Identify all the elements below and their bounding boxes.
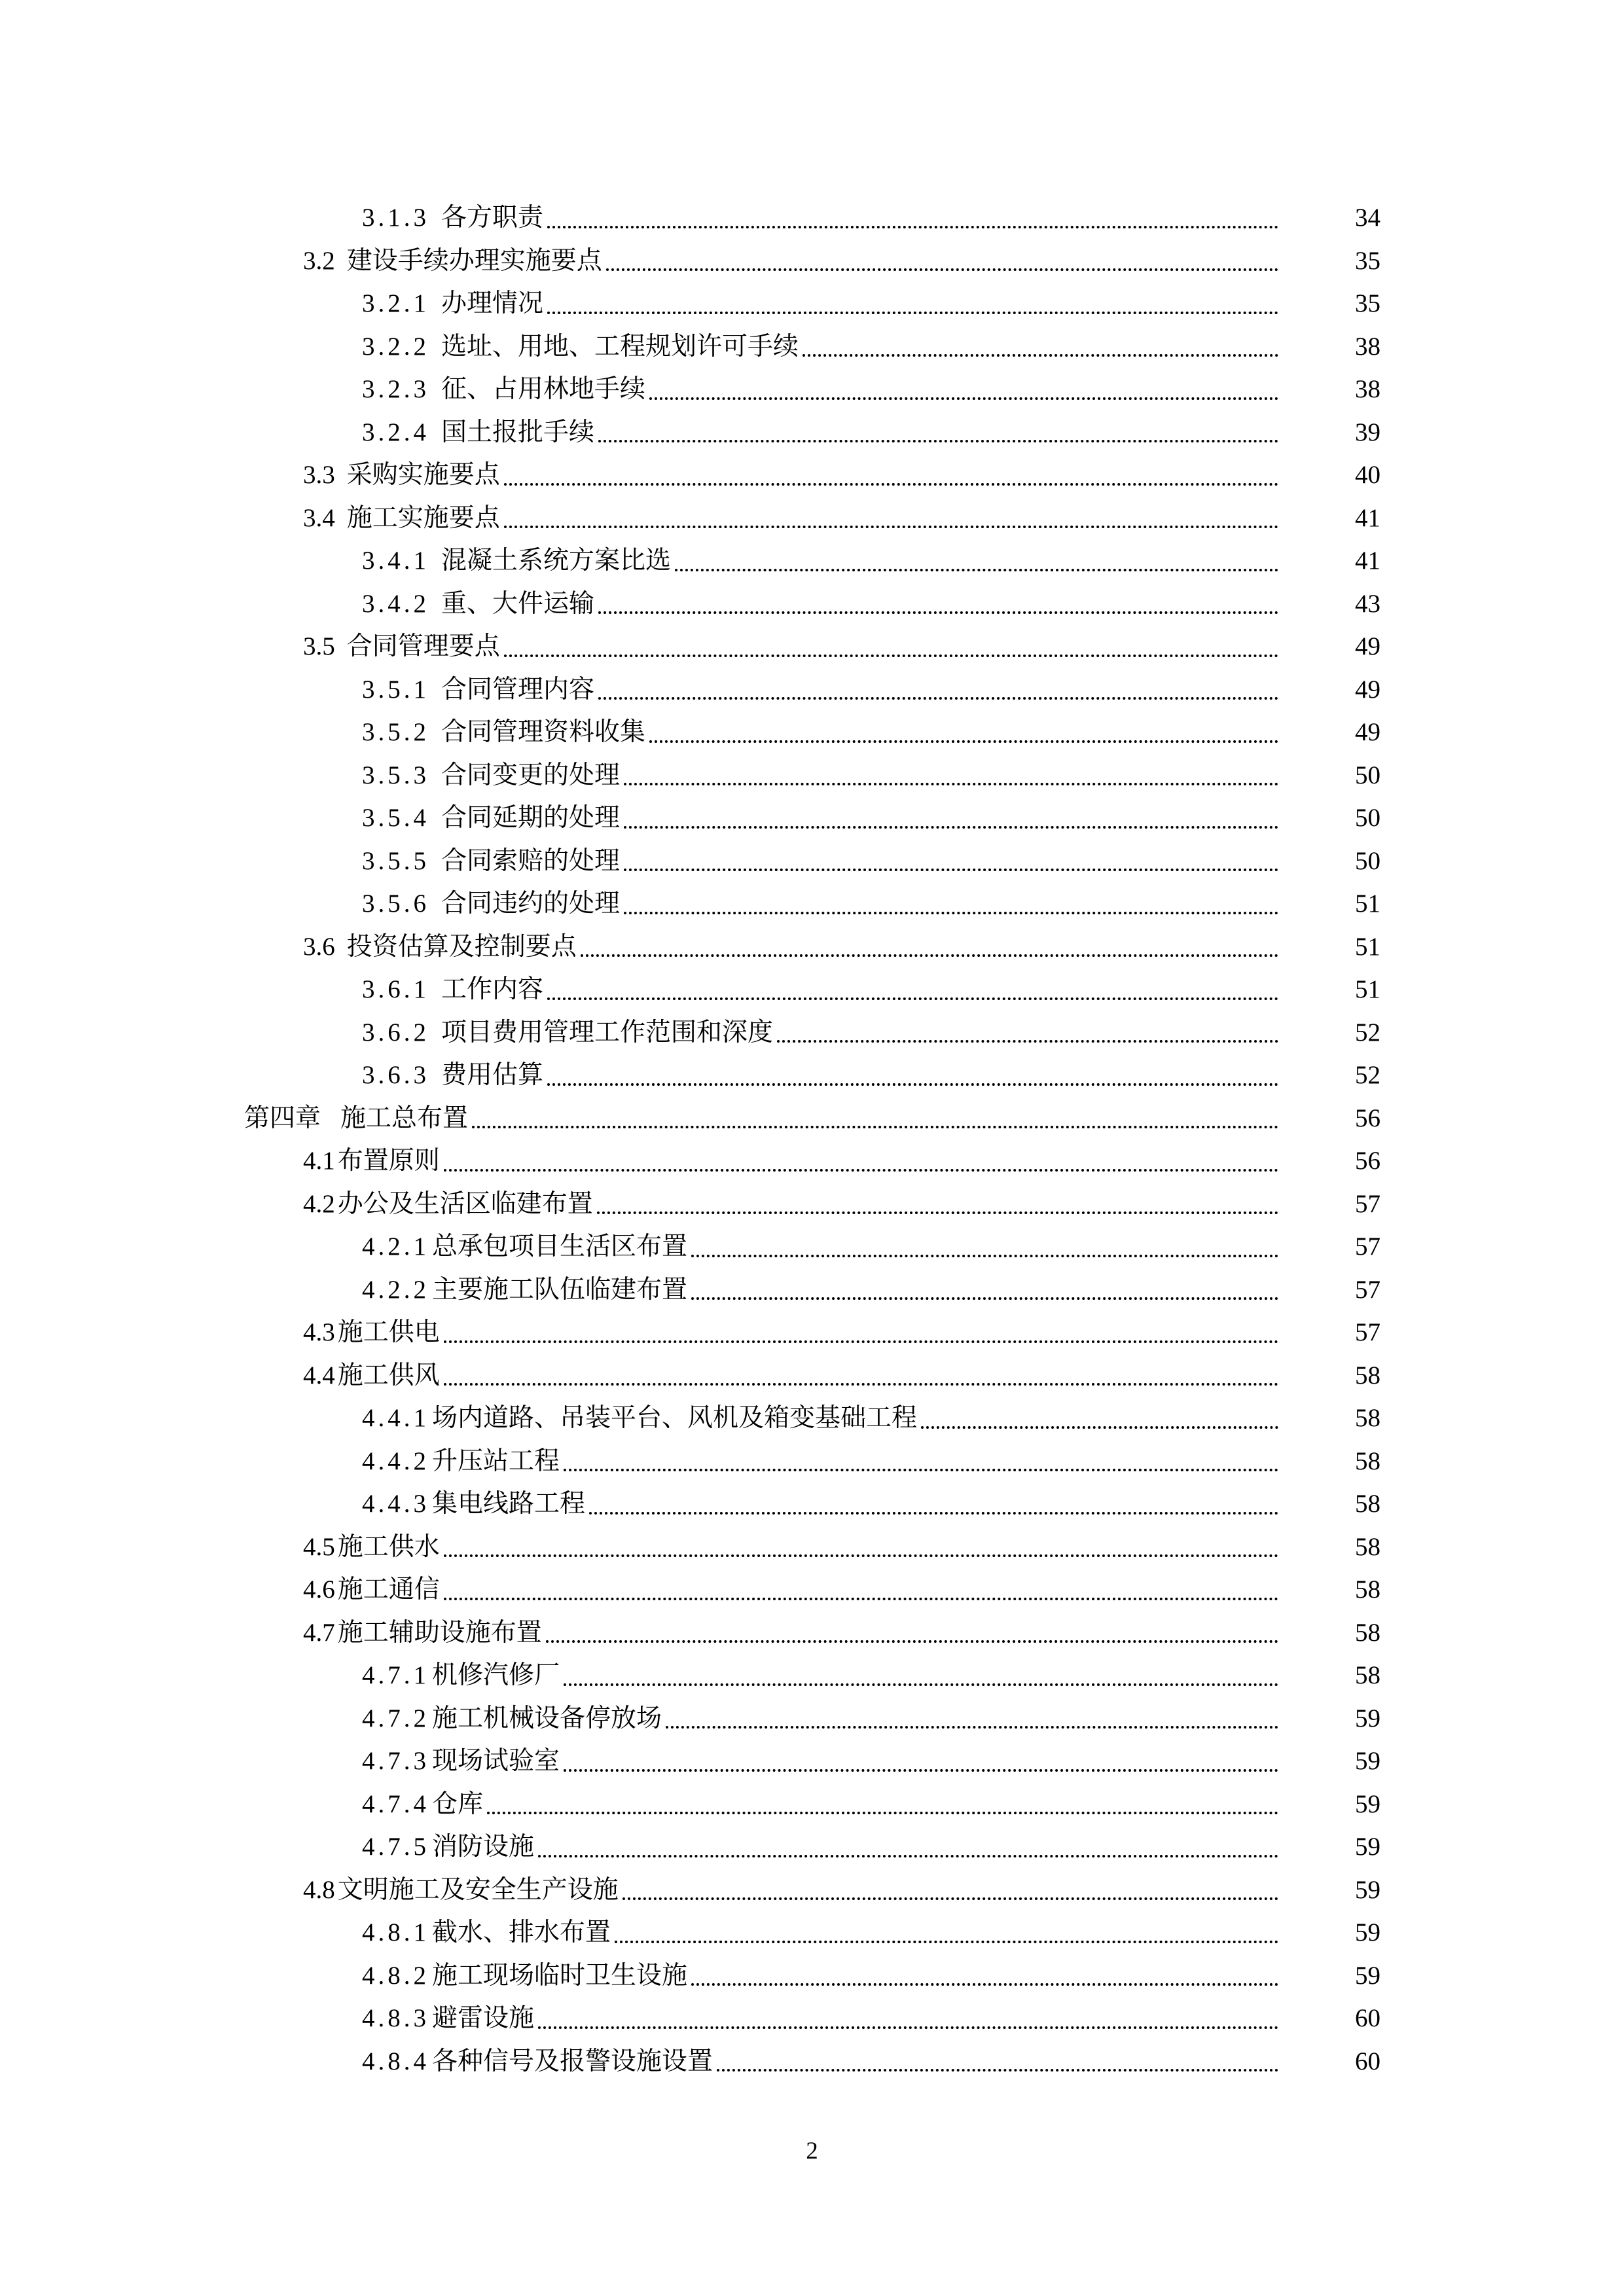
toc-entry-number: 3.2.4 [362, 418, 429, 446]
toc-entry-number: 3.3 [303, 461, 335, 490]
dot-leader [691, 1297, 1278, 1300]
toc-entry-title: 合同变更的处理 [441, 761, 621, 789]
toc-entry-number: 第四章 [244, 1103, 321, 1132]
toc-entry[interactable] [0, 1526, 1624, 1569]
toc-entry-title: 仓库 [432, 1789, 484, 1818]
toc-entry-page: 40 [1355, 461, 1380, 490]
toc-entry[interactable] [0, 1225, 1624, 1268]
toc-entry-page: 58 [1355, 1446, 1380, 1475]
toc-entry[interactable] [0, 497, 1624, 540]
toc-entry-number: 4.2.2 [362, 1275, 429, 1304]
toc-entry-page: 49 [1355, 718, 1380, 747]
dot-leader [444, 1597, 1278, 1600]
toc-entry-number: 4.4.2 [362, 1446, 429, 1475]
dot-leader [444, 1382, 1278, 1386]
toc-entry[interactable] [0, 368, 1624, 411]
toc-entry-title: 施工供水 [337, 1532, 440, 1561]
dot-leader [547, 1083, 1278, 1086]
toc-entry-page: 57 [1355, 1318, 1380, 1347]
toc-entry-title: 施工实施要点 [346, 503, 500, 532]
toc-entry-title: 选址、用地、工程规划许可手续 [441, 332, 799, 361]
toc-entry[interactable] [0, 668, 1624, 711]
toc-entry-title: 施工供风 [337, 1361, 440, 1390]
toc-entry-page: 51 [1355, 975, 1380, 1004]
dot-leader [624, 782, 1278, 785]
toc-entry-page: 60 [1355, 2047, 1380, 2075]
toc-entry[interactable] [0, 1054, 1624, 1097]
toc-entry-number: 4.2 [303, 1189, 335, 1218]
toc-entry-title: 场内道路、吊装平台、风机及箱变基础工程 [432, 1404, 918, 1433]
dot-leader [589, 1511, 1278, 1515]
toc-entry-page: 35 [1355, 289, 1380, 318]
toc-entry[interactable] [0, 1011, 1624, 1054]
toc-entry-page: 58 [1355, 1361, 1380, 1390]
toc-entry[interactable] [0, 1568, 1624, 1611]
dot-leader [581, 954, 1278, 957]
toc-entry[interactable] [0, 925, 1624, 969]
dot-leader [504, 654, 1278, 657]
toc-entry-page: 56 [1355, 1147, 1380, 1175]
toc-entry-page: 38 [1355, 375, 1380, 404]
toc-entry[interactable] [0, 1869, 1624, 1912]
toc-entry-number: 3.2 [303, 246, 335, 275]
toc-entry-number: 3.5.4 [362, 804, 429, 833]
toc-entry-number: 3.6.1 [362, 975, 429, 1004]
toc-entry-title: 施工机械设备停放场 [432, 1704, 662, 1732]
toc-entry-number: 3.6 [303, 932, 335, 961]
toc-entry-title: 国土报批手续 [441, 418, 595, 446]
dot-leader [564, 1683, 1278, 1686]
toc-entry-number: 4.1 [303, 1147, 335, 1175]
toc-entry[interactable] [0, 539, 1624, 583]
toc-entry-number: 3.5.1 [362, 675, 429, 704]
dot-leader [649, 397, 1278, 400]
toc-entry[interactable] [0, 625, 1624, 668]
toc-entry-title: 投资估算及控制要点 [346, 932, 577, 961]
toc-entry-page: 58 [1355, 1404, 1380, 1433]
dot-leader [623, 1897, 1278, 1900]
toc-entry[interactable] [0, 1440, 1624, 1483]
toc-entry-number: 3.5 [303, 632, 335, 661]
toc-entry-number: 3.4.2 [362, 589, 429, 618]
toc-entry-title: 工作内容 [441, 975, 544, 1004]
dot-leader [717, 2068, 1278, 2072]
toc-entry-page: 58 [1355, 1575, 1380, 1604]
page-number: 2 [806, 2138, 818, 2164]
dot-leader [547, 997, 1278, 1000]
toc-entry-number: 3.1.3 [362, 204, 429, 232]
toc-entry-title: 避雷设施 [432, 2004, 535, 2033]
toc-entry-title: 重、大件运输 [441, 589, 595, 618]
dot-leader [504, 525, 1278, 528]
toc-entry[interactable] [0, 882, 1624, 925]
toc-entry-page: 57 [1355, 1189, 1380, 1218]
toc-entry-number: 3.5.2 [362, 718, 429, 747]
toc-entry[interactable] [0, 711, 1624, 754]
toc-entry[interactable] [0, 282, 1624, 325]
dot-leader [597, 1211, 1278, 1214]
toc-entry[interactable] [0, 754, 1624, 797]
toc-entry-title: 合同违约的处理 [441, 889, 621, 918]
dot-leader [666, 1725, 1278, 1729]
toc-entry-title: 办公及生活区临建布置 [337, 1189, 593, 1218]
toc-entry-page: 35 [1355, 246, 1380, 275]
toc-entry-page: 52 [1355, 1061, 1380, 1090]
toc-entry-page: 49 [1355, 675, 1380, 704]
toc-entry[interactable] [0, 1482, 1624, 1526]
toc-entry[interactable] [0, 1740, 1624, 1783]
toc-entry-number: 3.4.1 [362, 547, 429, 575]
toc-entry-page: 50 [1355, 761, 1380, 789]
toc-entry-title: 消防设施 [432, 1833, 535, 1861]
toc-entry-number: 4.7 [303, 1618, 335, 1647]
toc-entry[interactable] [0, 968, 1624, 1011]
toc-entry-page: 58 [1355, 1490, 1380, 1518]
toc-entry-page: 59 [1355, 1833, 1380, 1861]
toc-entry[interactable] [0, 1997, 1624, 2040]
dot-leader [598, 696, 1278, 700]
dot-leader [444, 1340, 1278, 1343]
toc-entry-number: 3.4 [303, 503, 335, 532]
dot-leader [538, 1854, 1278, 1857]
toc-entry-number: 4.4 [303, 1361, 335, 1390]
toc-entry[interactable] [0, 454, 1624, 497]
toc-entry-page: 52 [1355, 1018, 1380, 1047]
toc-entry-title: 办理情况 [441, 289, 544, 318]
toc-entry-title: 施工供电 [337, 1318, 440, 1347]
toc-entry-number: 4.2.1 [362, 1232, 429, 1261]
dot-leader [598, 439, 1278, 442]
toc-entry-page: 59 [1355, 1747, 1380, 1776]
toc-entry[interactable] [0, 1911, 1624, 1954]
toc-entry-number: 4.8.4 [362, 2047, 429, 2075]
toc-entry-title: 施工现场临时卫生设施 [432, 1961, 688, 1990]
toc-entry-title: 合同管理内容 [441, 675, 595, 704]
toc-entry-number: 4.4.1 [362, 1404, 429, 1433]
toc-entry[interactable] [0, 240, 1624, 283]
toc-entry-page: 57 [1355, 1232, 1380, 1261]
toc-entry[interactable] [0, 1268, 1624, 1312]
toc-entry[interactable] [0, 1697, 1624, 1740]
toc-entry-title: 升压站工程 [432, 1446, 560, 1475]
toc-entry[interactable] [0, 411, 1624, 454]
toc-entry-page: 38 [1355, 332, 1380, 361]
toc-entry-page: 49 [1355, 632, 1380, 661]
toc-entry[interactable] [0, 1954, 1624, 1998]
toc-entry-page: 60 [1355, 2004, 1380, 2033]
toc-entry-title: 项目费用管理工作范围和深度 [441, 1018, 774, 1047]
toc-entry-number: 3.2.1 [362, 289, 429, 318]
toc-entry-number: 3.5.5 [362, 846, 429, 875]
toc-entry[interactable] [0, 196, 1624, 240]
dot-leader [921, 1426, 1278, 1429]
dot-leader [444, 1168, 1278, 1172]
toc-entry-number: 4.3 [303, 1318, 335, 1347]
toc-entry-page: 57 [1355, 1275, 1380, 1304]
toc-entry-number: 3.5.3 [362, 761, 429, 789]
dot-leader [472, 1125, 1278, 1128]
dot-leader [538, 2026, 1278, 2029]
toc-entry-number: 4.7.3 [362, 1747, 429, 1776]
toc-entry-title: 合同索赔的处理 [441, 846, 621, 875]
dot-leader [547, 225, 1278, 228]
toc-entry[interactable] [0, 1825, 1624, 1869]
toc-entry-page: 59 [1355, 1704, 1380, 1732]
dot-leader [444, 1554, 1278, 1557]
toc-entry-page: 59 [1355, 1875, 1380, 1904]
toc-entry-number: 4.7.5 [362, 1833, 429, 1861]
toc-entry-number: 3.5.6 [362, 889, 429, 918]
toc-entry[interactable] [0, 1654, 1624, 1697]
dot-leader [675, 568, 1278, 571]
dot-leader [624, 868, 1278, 871]
dot-leader [624, 825, 1278, 829]
dot-leader [691, 1254, 1278, 1257]
toc-entry-title: 各种信号及报警设施设置 [432, 2047, 713, 2075]
toc-entry-title: 现场试验室 [432, 1747, 560, 1776]
toc-entry-number: 4.7.1 [362, 1661, 429, 1690]
dot-leader [615, 1940, 1278, 1943]
toc-entry-number: 4.7.4 [362, 1789, 429, 1818]
toc-entry-page: 51 [1355, 932, 1380, 961]
toc-entry-page: 50 [1355, 804, 1380, 833]
dot-leader [691, 1982, 1278, 1986]
dot-leader [606, 268, 1278, 271]
toc-entry-number: 4.8 [303, 1875, 335, 1904]
toc-entry[interactable] [0, 325, 1624, 368]
toc-entry-page: 43 [1355, 589, 1380, 618]
toc-entry-title: 截水、排水布置 [432, 1918, 611, 1947]
dot-leader [624, 911, 1278, 914]
toc-entry-number: 4.8.2 [362, 1961, 429, 1990]
toc-entry-number: 4.8.1 [362, 1918, 429, 1947]
toc-entry-title: 建设手续办理实施要点 [346, 246, 602, 275]
toc-entry[interactable] [0, 1611, 1624, 1655]
toc-entry[interactable] [0, 1783, 1624, 1826]
toc-entry-title: 施工通信 [337, 1575, 440, 1604]
toc-entry-title: 施工辅助设施布置 [337, 1618, 542, 1647]
toc-entry-number: 4.8.3 [362, 2004, 429, 2033]
table-of-contents [0, 196, 1624, 2083]
dot-leader [564, 1768, 1278, 1772]
toc-entry[interactable] [0, 1354, 1624, 1397]
toc-entry-title: 施工总布置 [340, 1103, 469, 1132]
toc-entry[interactable] [0, 840, 1624, 883]
toc-entry-number: 4.5 [303, 1532, 335, 1561]
toc-entry-page: 41 [1355, 503, 1380, 532]
dot-leader [547, 311, 1278, 314]
toc-entry-page: 39 [1355, 418, 1380, 446]
dot-leader [777, 1039, 1278, 1043]
toc-entry-page: 58 [1355, 1532, 1380, 1561]
dot-leader [487, 1811, 1278, 1814]
toc-entry-number: 4.7.2 [362, 1704, 429, 1732]
toc-entry-title: 合同管理资料收集 [441, 718, 646, 747]
toc-entry-title: 合同延期的处理 [441, 804, 621, 833]
toc-entry-page: 56 [1355, 1103, 1380, 1132]
toc-entry-title: 费用估算 [441, 1061, 544, 1090]
toc-entry-number: 3.6.3 [362, 1061, 429, 1090]
toc-entry-page: 51 [1355, 889, 1380, 918]
toc-entry-title: 征、占用林地手续 [441, 375, 646, 404]
toc-entry-title: 集电线路工程 [432, 1490, 586, 1518]
toc-entry[interactable] [0, 1097, 1624, 1140]
toc-entry-title: 主要施工队伍临建布置 [432, 1275, 688, 1304]
toc-entry-page: 58 [1355, 1661, 1380, 1690]
toc-entry-page: 41 [1355, 547, 1380, 575]
toc-entry[interactable] [0, 1397, 1624, 1440]
toc-entry[interactable] [0, 2040, 1624, 2083]
dot-leader [803, 353, 1278, 357]
toc-entry-number: 4.4.3 [362, 1490, 429, 1518]
toc-entry[interactable] [0, 1311, 1624, 1354]
toc-entry[interactable] [0, 797, 1624, 840]
toc-entry-number: 4.6 [303, 1575, 335, 1604]
toc-entry-number: 3.6.2 [362, 1018, 429, 1047]
toc-entry-number: 3.2.2 [362, 332, 429, 361]
toc-entry-title: 各方职责 [441, 204, 544, 232]
toc-entry-title: 布置原则 [337, 1147, 440, 1175]
dot-leader [649, 740, 1278, 743]
toc-entry-page: 59 [1355, 1918, 1380, 1947]
toc-entry-title: 采购实施要点 [346, 461, 500, 490]
toc-entry-page: 58 [1355, 1618, 1380, 1647]
dot-leader [546, 1640, 1278, 1643]
toc-entry[interactable] [0, 1183, 1624, 1226]
toc-entry-title: 混凝土系统方案比选 [441, 547, 672, 575]
toc-entry[interactable] [0, 583, 1624, 626]
dot-leader [504, 482, 1278, 486]
toc-entry-title: 总承包项目生活区布置 [432, 1232, 688, 1261]
dot-leader [598, 611, 1278, 614]
toc-entry-page: 59 [1355, 1961, 1380, 1990]
toc-entry-title: 合同管理要点 [346, 632, 500, 661]
toc-entry-number: 3.2.3 [362, 375, 429, 404]
toc-entry-title: 文明施工及安全生产设施 [337, 1875, 619, 1904]
toc-entry[interactable] [0, 1139, 1624, 1183]
toc-entry-page: 34 [1355, 204, 1380, 232]
toc-entry-page: 50 [1355, 846, 1380, 875]
toc-entry-page: 59 [1355, 1789, 1380, 1818]
toc-entry-title: 机修汽修厂 [432, 1661, 560, 1690]
dot-leader [564, 1468, 1278, 1471]
